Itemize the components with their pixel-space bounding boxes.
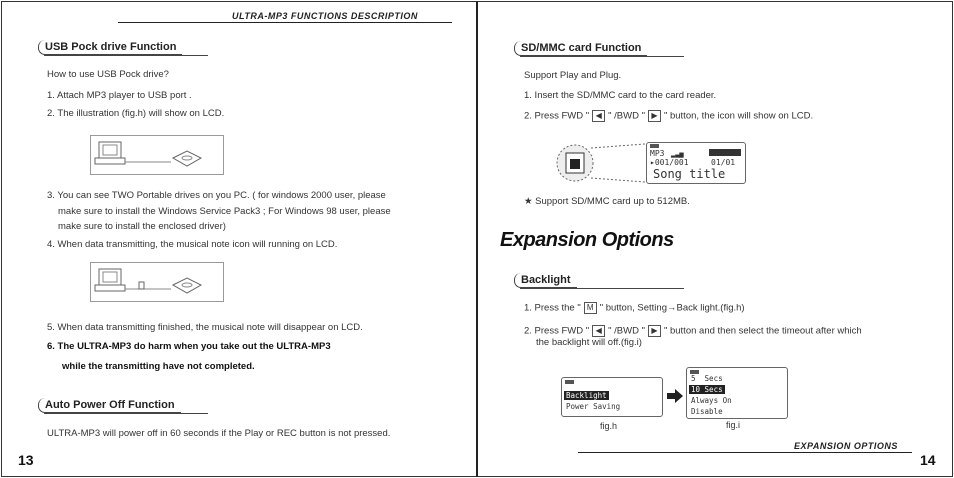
lcd-badge xyxy=(650,144,659,148)
backlight-title-rule xyxy=(520,288,684,289)
footer-rule xyxy=(578,452,912,453)
lcd-badge xyxy=(565,380,574,384)
sd-text: " /BWD " xyxy=(608,110,645,122)
fwd-button-icon: ▶ xyxy=(648,110,661,122)
sd-note-text: Support SD/MMC card up to 512MB. xyxy=(535,196,690,207)
usb-line: How to use USB Pock drive? xyxy=(47,69,169,80)
fig-i-caption: fig.i xyxy=(726,420,741,430)
bwd-button-icon: ◀ xyxy=(592,110,605,122)
left-spacer xyxy=(14,451,174,452)
backlight-section-title: Backlight xyxy=(514,273,577,288)
fig-i-item: 5 Secs xyxy=(691,374,723,383)
pc-usb-transfer-icon xyxy=(91,263,223,301)
fig-h-item-selected: Backlight xyxy=(566,391,607,400)
lcd-row1: MP3 xyxy=(650,149,665,158)
bwd-button-icon: ◀ xyxy=(592,325,605,337)
expansion-options-title: Expansion Options xyxy=(500,229,674,251)
sd-line: 1. Insert the SD/MMC card to the card reader. xyxy=(524,90,717,101)
sd-note xyxy=(524,196,690,208)
warning-line-2: while the transmitting have not completed. xyxy=(62,361,255,372)
auto-power-section-title: Auto Power Off Function xyxy=(38,398,181,413)
sd-text: " button, the icon will show on LCD. xyxy=(663,110,814,122)
book-spine xyxy=(476,1,478,477)
arrow-right-icon xyxy=(666,388,684,404)
lcd-song-title: Song title xyxy=(653,167,726,181)
fig-i-lcd xyxy=(686,367,788,419)
usb-line: make sure to install the enclosed driver) xyxy=(58,221,226,232)
fig-h-item: Power Saving xyxy=(566,402,621,411)
right-page-number: 14 xyxy=(920,452,936,468)
fig-h-lcd xyxy=(561,377,663,417)
signal-icon: ▂▃▅ xyxy=(671,150,684,158)
sd-text: 2. Press FWD " xyxy=(524,110,590,122)
auto-title-rule xyxy=(44,413,208,414)
usb-illustration-2 xyxy=(90,262,224,302)
usb-section-title: USB Pock drive Function xyxy=(38,40,182,55)
backlight-line xyxy=(524,325,862,338)
menu-button-icon: M xyxy=(584,302,597,314)
warning-line-1: 6. The ULTRA-MP3 do harm when you take out the ULTRA-MP3 xyxy=(47,341,331,352)
auto-power-text: ULTRA-MP3 will power off in 60 seconds if the Play or REC button is not pressed. xyxy=(47,428,391,439)
fwd-button-icon: ▶ xyxy=(648,325,661,337)
usb-line: 3. You can see TWO Portable drives on you PC. ( for windows 2000 user, please xyxy=(47,190,386,201)
usb-line: 2. The illustration (fig.h) will show on LCD. xyxy=(47,108,225,119)
header-rule xyxy=(118,22,452,23)
bl-text: 2. Press FWD " xyxy=(524,325,590,337)
sd-card-icon xyxy=(555,138,655,188)
star-icon: ★ xyxy=(524,196,536,207)
usb-line: 4. When data transmitting, the musical note icon will running on LCD. xyxy=(47,239,338,250)
usb-illustration-1 xyxy=(90,135,224,175)
backlight-line xyxy=(524,302,745,315)
usb-line: 5. When data transmitting finished, the musical note will disappear on LCD. xyxy=(47,322,363,333)
fig-h-caption: fig.h xyxy=(600,421,618,431)
fig-i-item-selected: 10 Secs xyxy=(691,385,723,394)
bl-text: " button, Setting→Back light.(fig.h) xyxy=(599,302,745,314)
usb-line: 1. Attach MP3 player to USB port . xyxy=(47,90,192,101)
left-page-number: 13 xyxy=(18,452,34,468)
fig-i-item: Always On xyxy=(691,396,732,405)
bl-text: " button and then select the timeout after which xyxy=(663,325,862,337)
sd-section-title: SD/MMC card Function xyxy=(514,41,647,56)
bl-text: 1. Press the " xyxy=(524,302,581,314)
sd-line xyxy=(524,110,813,123)
left-header: ULTRA-MP3 FUNCTIONS DESCRIPTION xyxy=(232,11,418,21)
right-footer: EXPANSION OPTIONS xyxy=(794,441,898,451)
backlight-line: the backlight will off.(fig.i) xyxy=(536,337,642,348)
lcd-count: 01/01 xyxy=(711,158,736,167)
usb-title-rule xyxy=(44,55,208,56)
usb-line: make sure to install the Windows Service Pack3 ; For Windows 98 user, please xyxy=(58,206,391,217)
sd-line: Support Play and Plug. xyxy=(524,70,622,81)
bl-text: " /BWD " xyxy=(608,325,645,337)
fig-i-item: Disable xyxy=(691,407,723,416)
sd-title-rule xyxy=(520,56,684,57)
pc-usb-icon xyxy=(91,136,223,174)
card-indicator-icon xyxy=(709,149,741,156)
sd-lcd-display xyxy=(646,142,746,184)
lcd-track: ▸001/001 xyxy=(650,158,689,167)
